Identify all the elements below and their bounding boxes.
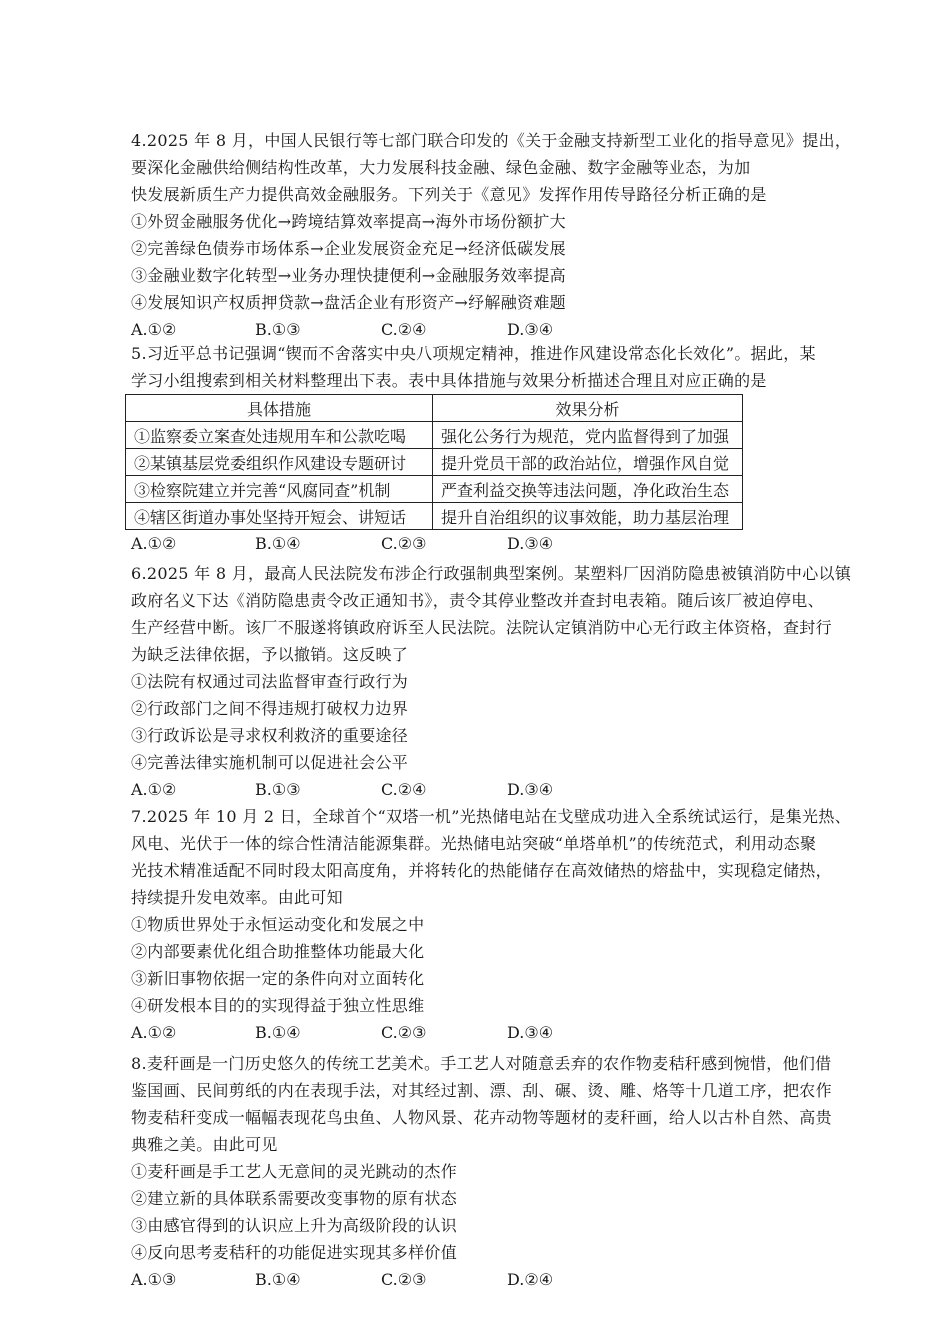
question-5 [131,340,831,557]
measures-table [125,394,743,530]
question-5-options [131,530,831,557]
question-4-item: ④发展知识产权质押贷款→盘活企业有形资产→纾解融资难题 [131,293,566,312]
table-cell: 严查利益交换等违法问题，净化政治生态 [433,476,743,503]
question-4-item: ③金融业数字化转型→业务办理快捷便利→金融服务效率提高 [131,266,566,285]
question-6-item: ②行政部门之间不得违规打破权力边界 [131,699,409,718]
question-5-stem-line: 学习小组搜索到相关材料整理出下表。表中具体措施与效果分析描述合理且对应正确的是 [131,371,767,390]
question-8-stem-line: 物麦秸秆变成一幅幅表现花鸟虫鱼、人物风景、花卉动物等题材的麦秆画，给人以古朴自然、高贵 [131,1108,832,1127]
table-cell: ④辖区街道办事处坚持开短会、讲短话 [126,503,433,530]
question-8 [131,1050,831,1293]
table-cell: ②某镇基层党委组织作风建设专题研讨 [126,449,433,476]
table-header-cell: 具体措施 [126,395,433,422]
question-4-item: ①外贸金融服务优化→跨境结算效率提高→海外市场份额扩大 [131,212,566,231]
question-7-stem-line: 7.2025 年 10 月 2 日，全球首个“双塔一机”光热储电站在戈壁成功进入全系统试运行，是集光热、 [131,807,851,826]
question-4-stem-line: 要深化金融供给侧结构性改革，大力发展科技金融、绿色金融、数字金融等业态，为加 [131,158,751,177]
option-b: B.①③ [255,780,301,799]
table-cell: 提升自治组织的议事效能，助力基层治理 [433,503,743,530]
option-d: D.③④ [507,534,554,553]
option-b: B.①④ [255,534,301,553]
table-cell: 强化公务行为规范，党内监督得到了加强 [433,422,743,449]
question-7-stem-line: 光技术精准适配不同时段太阳高度角，并将转化的热能储存在高效储热的熔盐中，实现稳定储热， [131,861,832,880]
option-b: B.①③ [255,320,301,339]
question-7-options [131,1019,831,1046]
question-6 [131,560,852,803]
question-4 [131,127,852,343]
question-6-item: ①法院有权通过司法监督审查行政行为 [131,672,409,691]
question-4-stem-line: 快发展新质生产力提供高效金融服务。下列关于《意见》发挥作用传导路径分析正确的是 [131,185,767,204]
option-c: C.②③ [381,1023,427,1042]
option-c: C.②④ [381,780,427,799]
question-7 [131,803,851,1046]
question-6-item: ③行政诉讼是寻求权利救济的重要途径 [131,726,409,745]
question-6-stem-line: 为缺乏法律依据，予以撤销。这反映了 [131,645,409,664]
option-b: B.①④ [255,1270,301,1289]
table-row [126,476,743,503]
option-c: C.②④ [381,320,427,339]
question-4-item: ②完善绿色债券市场体系→企业发展资金充足→经济低碳发展 [131,239,566,258]
question-4-options [131,316,831,343]
option-a: A.①② [131,780,177,799]
table-row [126,449,743,476]
option-b: B.①④ [255,1023,301,1042]
question-8-item: ②建立新的具体联系需要改变事物的原有状态 [131,1189,458,1208]
question-6-stem-line: 6.2025 年 8 月，最高人民法院发布涉企行政强制典型案例。某塑料厂因消防隐患被镇消防中心以镇 [131,564,852,583]
option-d: D.②④ [507,1270,554,1289]
option-c: C.②③ [381,534,427,553]
option-a: A.①② [131,1023,177,1042]
question-8-stem-line: 8.麦秆画是一门历史悠久的传统工艺美术。手工艺人对随意丢弃的农作物麦秸秆感到惋惜，他们借 [131,1054,832,1073]
question-4-stem-line: 4.2025 年 8 月，中国人民银行等七部门联合印发的《关于金融支持新型工业化的指导意见》提出， [131,131,852,150]
option-c: C.②③ [381,1270,427,1289]
question-7-item: ③新旧事物依据一定的条件向对立面转化 [131,969,425,988]
table-cell: 提升党员干部的政治站位，增强作风自觉 [433,449,743,476]
question-7-stem-line: 持续提升发电效率。由此可知 [131,888,343,907]
table-cell: ①监察委立案查处违规用车和公款吃喝 [126,422,433,449]
question-8-options [131,1266,831,1293]
table-cell: ③检察院建立并完善“风腐同查”机制 [126,476,433,503]
option-a: A.①③ [131,1270,177,1289]
question-8-item: ①麦秆画是手工艺人无意间的灵光跳动的杰作 [131,1162,458,1181]
question-6-item: ④完善法律实施机制可以促进社会公平 [131,753,409,772]
question-5-stem-line: 5.习近平总书记强调“锲而不舍落实中央八项规定精神，推进作风建设常态化长效化”。据此，某 [131,344,816,363]
question-8-stem-line: 典雅之美。由此可见 [131,1135,278,1154]
option-d: D.③④ [507,320,554,339]
table-header-cell: 效果分析 [433,395,743,422]
question-6-stem-line: 政府名义下达《消防隐患责令改正通知书》，责令其停业整改并查封电表箱。随后该厂被迫停电、 [131,591,824,610]
question-6-stem-line: 生产经营中断。该厂不服遂将镇政府诉至人民法院。法院认定镇消防中心无行政主体资格，查封行 [131,618,832,637]
table-header-row [126,395,743,422]
option-d: D.③④ [507,1023,554,1042]
table-row [126,503,743,530]
question-7-stem-line: 风电、光伏于一体的综合性清洁能源集群。光热储电站突破“单塔单机”的传统范式，利用动态聚 [131,834,817,853]
question-8-item: ④反向思考麦秸秆的功能促进实现其多样价值 [131,1243,458,1262]
question-8-item: ③由感官得到的认识应上升为高级阶段的认识 [131,1216,458,1235]
option-d: D.③④ [507,780,554,799]
question-7-item: ①物质世界处于永恒运动变化和发展之中 [131,915,425,934]
table-row [126,422,743,449]
question-8-stem-line: 鉴国画、民间剪纸的内在表现手法，对其经过割、漂、刮、碾、烫、雕、烙等十几道工序，把农作 [131,1081,832,1100]
option-a: A.①② [131,320,177,339]
question-6-options [131,776,831,803]
question-7-item: ④研发根本目的的实现得益于独立性思维 [131,996,425,1015]
option-a: A.①② [131,534,177,553]
question-7-item: ②内部要素优化组合助推整体功能最大化 [131,942,425,961]
